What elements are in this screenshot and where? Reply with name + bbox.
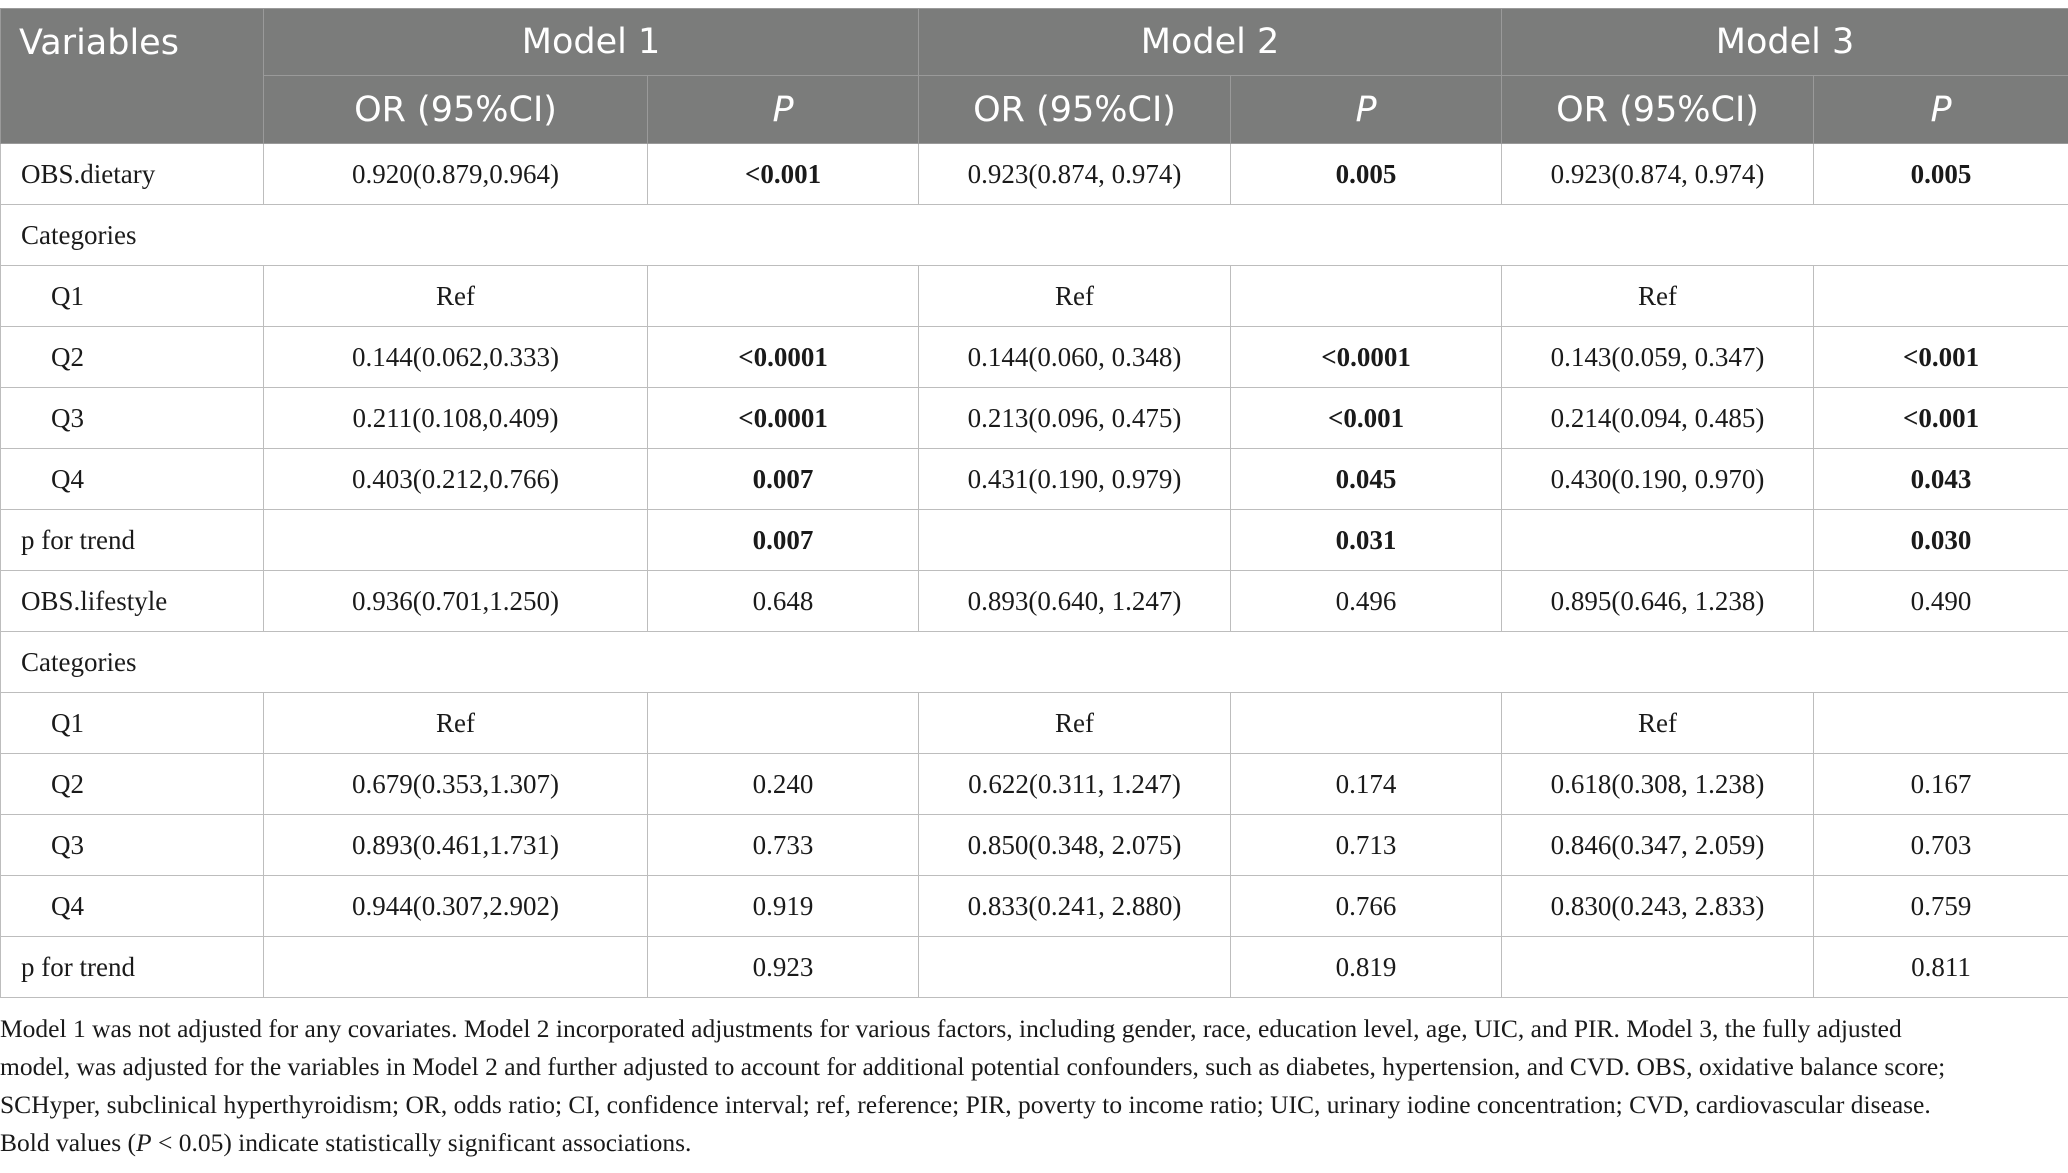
or-ci-cell: 0.618(0.308, 1.238) — [1502, 754, 1814, 815]
row-label: Q4 — [1, 449, 264, 510]
table-row — [1, 693, 2068, 754]
table-row — [1, 937, 2068, 998]
p-value-cell: 0.167 — [1814, 754, 2068, 815]
or-ci-cell — [264, 510, 648, 571]
or-ci-cell — [919, 937, 1231, 998]
footnote-line-2: model, was adjusted for the variables in Model 2 and further adjusted to account for additional potential confounders, such as diabetes, hypertension, and CVD. OBS, oxidative balance score; — [0, 1052, 1946, 1081]
footnote-line-4-p: P — [135, 1128, 152, 1157]
header-variables: Variables — [1, 9, 264, 144]
table-row — [1, 510, 2068, 571]
or-ci-cell: 0.944(0.307,2.902) — [264, 876, 648, 937]
p-value-cell: 0.031 — [1231, 510, 1502, 571]
or-ci-cell — [919, 510, 1231, 571]
p-value-cell: 0.496 — [1231, 571, 1502, 632]
p-value-cell: 0.819 — [1231, 937, 1502, 998]
row-label: p for trend — [1, 937, 264, 998]
row-label: Q1 — [1, 266, 264, 327]
row-label: Q3 — [1, 815, 264, 876]
row-label: OBS.dietary — [1, 144, 264, 205]
p-value-cell: 0.733 — [648, 815, 919, 876]
row-label: Q2 — [1, 327, 264, 388]
table-row — [1, 876, 2068, 937]
or-ci-cell: 0.622(0.311, 1.247) — [919, 754, 1231, 815]
or-ci-cell: Ref — [1502, 266, 1814, 327]
or-ci-cell: 0.893(0.461,1.731) — [264, 815, 648, 876]
or-ci-cell: 0.833(0.241, 2.880) — [919, 876, 1231, 937]
header-model-3: Model 3 — [1502, 9, 2068, 76]
or-ci-cell: Ref — [1502, 693, 1814, 754]
table-body — [1, 144, 2068, 998]
or-ci-cell — [1502, 937, 1814, 998]
or-ci-cell: 0.846(0.347, 2.059) — [1502, 815, 1814, 876]
or-ci-cell: 0.144(0.060, 0.348) — [919, 327, 1231, 388]
category-heading-row — [1, 205, 2068, 266]
p-value-cell: 0.703 — [1814, 815, 2068, 876]
row-label: Q1 — [1, 693, 264, 754]
p-value-cell: 0.005 — [1814, 144, 2068, 205]
p-value-cell: 0.043 — [1814, 449, 2068, 510]
or-ci-cell: 0.830(0.243, 2.833) — [1502, 876, 1814, 937]
or-ci-cell: Ref — [919, 693, 1231, 754]
p-value-cell — [1231, 266, 1502, 327]
p-value-cell: 0.240 — [648, 754, 919, 815]
or-ci-cell: 0.211(0.108,0.409) — [264, 388, 648, 449]
table-row — [1, 144, 2068, 205]
or-ci-cell: 0.214(0.094, 0.485) — [1502, 388, 1814, 449]
p-value-cell: 0.923 — [648, 937, 919, 998]
row-label: Q2 — [1, 754, 264, 815]
row-label: Categories — [1, 205, 2068, 266]
p-value-cell: <0.001 — [648, 144, 919, 205]
p-value-cell: 0.030 — [1814, 510, 2068, 571]
or-ci-cell: 0.936(0.701,1.250) — [264, 571, 648, 632]
p-value-cell: <0.001 — [1814, 327, 2068, 388]
or-ci-cell: 0.923(0.874, 0.974) — [1502, 144, 1814, 205]
p-value-cell: 0.045 — [1231, 449, 1502, 510]
header-model-1: Model 1 — [264, 9, 919, 76]
p-value-cell: <0.0001 — [648, 327, 919, 388]
results-table-container — [0, 8, 2068, 998]
table-row — [1, 266, 2068, 327]
row-label: Q3 — [1, 388, 264, 449]
header-or-model-2: OR (95%CI) — [919, 76, 1231, 144]
or-ci-cell: 0.430(0.190, 0.970) — [1502, 449, 1814, 510]
row-label: Categories — [1, 632, 2068, 693]
table-row — [1, 815, 2068, 876]
footnote-line-4-post: < 0.05) indicate statistically significant associations. — [151, 1128, 692, 1157]
p-value-cell — [1231, 693, 1502, 754]
footnote-line-4 — [0, 1124, 2068, 1162]
row-label: p for trend — [1, 510, 264, 571]
table-row — [1, 327, 2068, 388]
or-ci-cell: 0.893(0.640, 1.247) — [919, 571, 1231, 632]
row-label: OBS.lifestyle — [1, 571, 264, 632]
p-value-cell — [648, 693, 919, 754]
p-value-cell — [1814, 693, 2068, 754]
table-row — [1, 571, 2068, 632]
header-or-model-1: OR (95%CI) — [264, 76, 648, 144]
p-value-cell — [648, 266, 919, 327]
or-ci-cell — [1502, 510, 1814, 571]
p-value-cell: 0.713 — [1231, 815, 1502, 876]
or-ci-cell: 0.679(0.353,1.307) — [264, 754, 648, 815]
or-ci-cell: Ref — [919, 266, 1231, 327]
header-p-model-3: P — [1814, 76, 2068, 144]
table-row — [1, 754, 2068, 815]
or-ci-cell: 0.923(0.874, 0.974) — [919, 144, 1231, 205]
p-value-cell: 0.005 — [1231, 144, 1502, 205]
or-ci-cell: 0.144(0.062,0.333) — [264, 327, 648, 388]
p-value-cell: 0.648 — [648, 571, 919, 632]
or-ci-cell: Ref — [264, 266, 648, 327]
table-footnote — [0, 1010, 2068, 1162]
p-value-cell: 0.766 — [1231, 876, 1502, 937]
or-ci-cell — [264, 937, 648, 998]
or-ci-cell: Ref — [264, 693, 648, 754]
or-ci-cell: 0.920(0.879,0.964) — [264, 144, 648, 205]
footnote-line-4-pre: Bold values ( — [0, 1128, 136, 1157]
p-value-cell: 0.811 — [1814, 937, 2068, 998]
row-label: Q4 — [1, 876, 264, 937]
table-row — [1, 388, 2068, 449]
or-ci-cell: 0.143(0.059, 0.347) — [1502, 327, 1814, 388]
p-value-cell: 0.919 — [648, 876, 919, 937]
p-value-cell: <0.001 — [1814, 388, 2068, 449]
header-p-model-1: P — [648, 76, 919, 144]
footnote-line-3: SCHyper, subclinical hyperthyroidism; OR, odds ratio; CI, confidence interval; ref, reference; PIR, poverty to income ratio; UIC, urinary iodine concentration; CVD, cardiovascular disease. — [0, 1090, 1931, 1119]
p-value-cell — [1814, 266, 2068, 327]
table-row — [1, 449, 2068, 510]
p-value-cell: 0.007 — [648, 449, 919, 510]
table-header — [1, 9, 2068, 144]
footnote-line-1: Model 1 was not adjusted for any covariates. Model 2 incorporated adjustments for various factors, including gender, race, education level, age, UIC, and PIR. Model 3, the fully adjusted — [0, 1014, 1902, 1043]
or-ci-cell: 0.895(0.646, 1.238) — [1502, 571, 1814, 632]
p-value-cell: <0.0001 — [648, 388, 919, 449]
p-value-cell: 0.174 — [1231, 754, 1502, 815]
p-value-cell: <0.001 — [1231, 388, 1502, 449]
category-heading-row — [1, 632, 2068, 693]
p-value-cell: 0.490 — [1814, 571, 2068, 632]
header-or-model-3: OR (95%CI) — [1502, 76, 1814, 144]
or-ci-cell: 0.850(0.348, 2.075) — [919, 815, 1231, 876]
p-value-cell: 0.759 — [1814, 876, 2068, 937]
results-table — [0, 8, 2068, 998]
or-ci-cell: 0.431(0.190, 0.979) — [919, 449, 1231, 510]
header-model-2: Model 2 — [919, 9, 1502, 76]
or-ci-cell: 0.213(0.096, 0.475) — [919, 388, 1231, 449]
or-ci-cell: 0.403(0.212,0.766) — [264, 449, 648, 510]
header-p-model-2: P — [1231, 76, 1502, 144]
p-value-cell: <0.0001 — [1231, 327, 1502, 388]
p-value-cell: 0.007 — [648, 510, 919, 571]
